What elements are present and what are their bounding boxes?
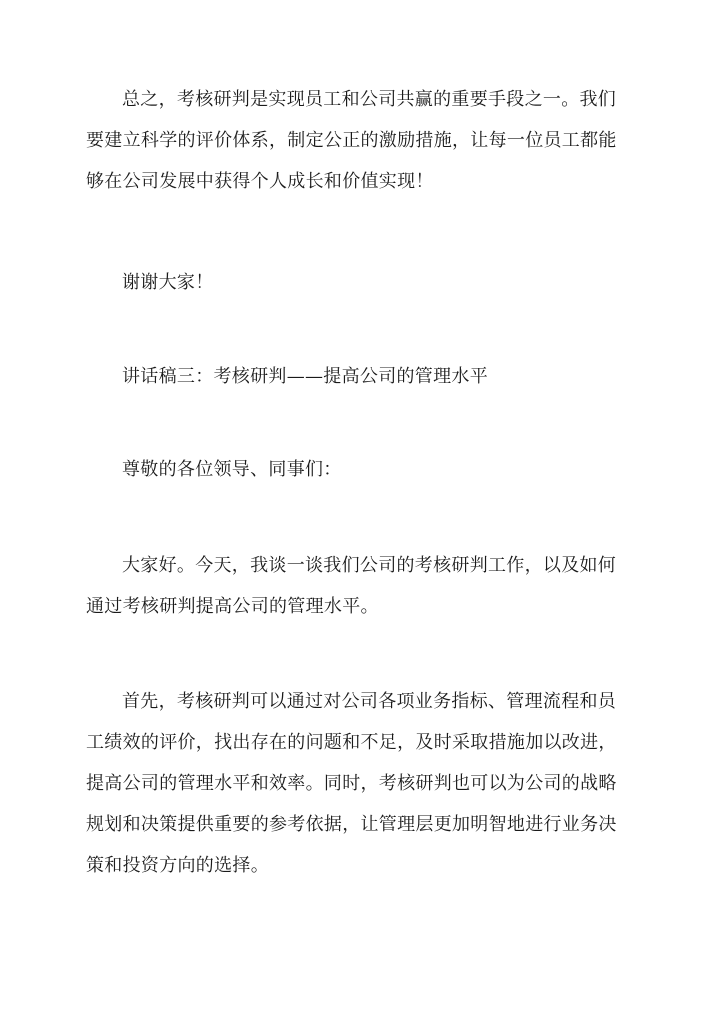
paragraph-salutation: 尊敬的各位领导、同事们： <box>122 459 342 480</box>
paragraph-conclusion: 总之，考核研判是实现员工和公司共赢的重要手段之一。我们要建立科学的评价体系，制定公正的激励措施，让每一位员工都能够在公司发展中获得个人成长和价值实现！ <box>86 89 617 192</box>
paragraph-first-point: 首先，考核研判可以通过对公司各项业务指标、管理流程和员工绩效的评价，找出存在的问题和不足，及时采取措施加以改进，提高公司的管理水平和效率。同时，考核研判也可以为公司的战略规划和决策提供重要的参考依据，让管理层更加明智地进行业务决策和投资方向的选择。 <box>86 691 617 876</box>
section-heading: 讲话稿三：考核研判——提高公司的管理水平 <box>122 366 488 387</box>
paragraph-greeting: 大家好。今天，我谈一谈我们公司的考核研判工作，以及如何通过考核研判提高公司的管理水平。 <box>86 555 617 617</box>
paragraph-thanks: 谢谢大家！ <box>122 272 214 293</box>
